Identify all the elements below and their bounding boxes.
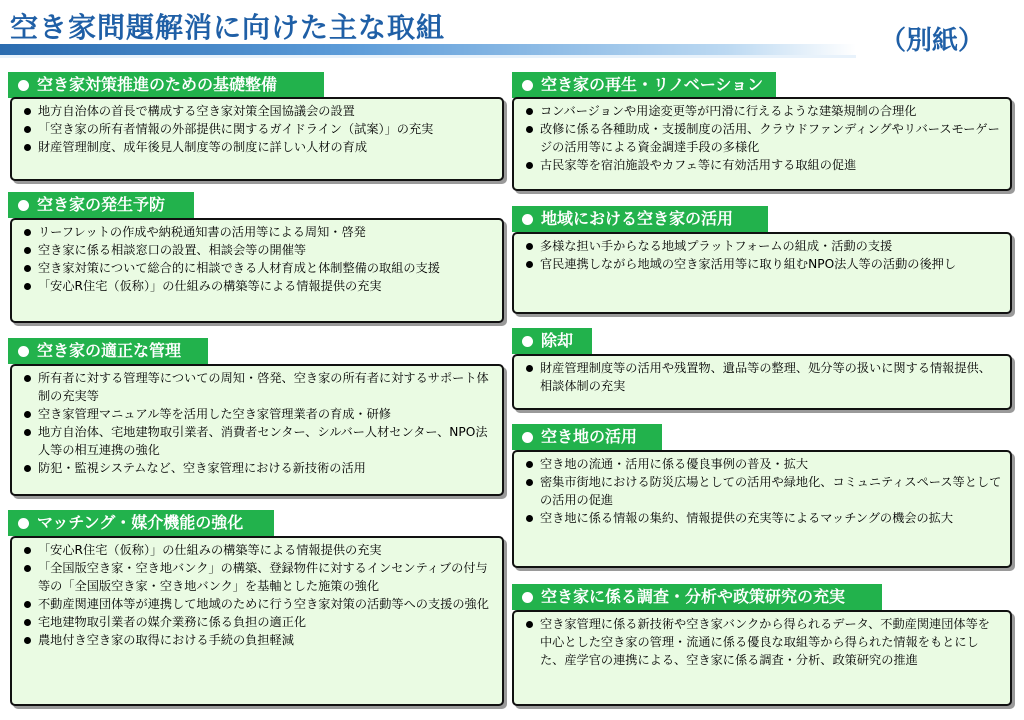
list-item: 空き地の流通・活用に係る優良事例の普及・拡大	[526, 455, 1002, 473]
section-label-text: マッチング・媒介機能の強化	[37, 513, 244, 532]
item-list	[526, 359, 1002, 395]
list-item: 古民家等を宿泊施設やカフェ等に有効活用する取組の促進	[526, 156, 1002, 174]
section-box-matching	[10, 536, 504, 706]
page-title: 空き家問題解消に向けた主な取組	[10, 11, 446, 44]
list-item: 宅地建物取引業者の媒介業務に係る負担の適正化	[24, 613, 494, 631]
section-box-akichi	[512, 450, 1012, 568]
section-label-text: 空き家の発生予防	[37, 195, 166, 214]
section-box-kiban	[10, 97, 504, 181]
list-item: 地方自治体、宅地建物取引業者、消費者センター、シルバー人材センター、NPO法人等の相互連携の強化	[24, 423, 494, 459]
section-label-text: 除却	[541, 331, 574, 350]
list-item: 「安心R住宅（仮称）」の仕組みの構築等による情報提供の充実	[24, 541, 494, 559]
title-underline-bar	[0, 44, 856, 58]
bullet-dot-icon	[522, 592, 533, 603]
section-box-kanri	[10, 364, 504, 496]
item-list	[24, 541, 494, 649]
list-item: 官民連携しながら地域の空き家活用等に取り組むNPO法人等の活動の後押し	[526, 255, 1002, 273]
list-item: 「安心R住宅（仮称）」の仕組みの構築等による情報提供の充実	[24, 277, 494, 295]
bullet-dot-icon	[18, 518, 29, 529]
list-item: 所有者に対する管理等についての周知・啓発、空き家の所有者に対するサポート体制の充実等	[24, 369, 494, 405]
section-label-akichi	[512, 424, 662, 450]
list-item: 空き家管理に係る新技術や空き家バンクから得られるデータ、不動産関連団体等を中心とした空き家の管理・流通に係る優良な取組等から得られた情報をもとにした、産学官の連携による、空き家に係る調査・分析、政策研究の推進	[526, 615, 1002, 669]
list-item: リーフレットの作成や納税通知書の活用等による周知・啓発	[24, 223, 494, 241]
section-label-text: 空き家の適正な管理	[37, 341, 182, 360]
bullet-dot-icon	[18, 200, 29, 211]
item-list	[526, 455, 1002, 527]
list-item: 不動産関連団体等が連携して地域のために行う空き家対策の活動等への支援の強化	[24, 595, 494, 613]
section-label-text: 空き家に係る調査・分析や政策研究の充実	[541, 587, 846, 606]
list-item: 農地付き空き家の取得における手続の負担軽減	[24, 631, 494, 649]
bullet-dot-icon	[18, 80, 29, 91]
item-list	[24, 223, 494, 295]
list-item: 空き地に係る情報の集約、情報提供の充実等によるマッチングの機会の拡大	[526, 509, 1002, 527]
item-list	[526, 615, 1002, 669]
section-box-saisei	[512, 97, 1012, 191]
list-item: 空き家に係る相談窓口の設置、相談会等の開催等	[24, 241, 494, 259]
section-label-text: 空き家対策推進のための基礎整備	[37, 75, 278, 94]
section-label-yobou	[8, 192, 194, 218]
item-list	[526, 237, 1002, 273]
bullet-dot-icon	[522, 80, 533, 91]
item-list	[24, 369, 494, 477]
item-list	[24, 102, 494, 156]
section-label-text: 空き家の再生・リノベーション	[541, 75, 764, 94]
section-label-kanri	[8, 338, 208, 364]
list-item: 多様な担い手からなる地域プラットフォームの組成・活動の支援	[526, 237, 1002, 255]
section-label-saisei	[512, 72, 776, 98]
list-item: 密集市街地における防災広場としての活用や緑地化、コミュニティスペース等としての活用の促進	[526, 473, 1002, 509]
list-item: 空き家管理マニュアル等を活用した空き家管理業者の育成・研修	[24, 405, 494, 423]
list-item: 地方自治体の首長で構成する空き家対策全国協議会の設置	[24, 102, 494, 120]
list-item: 空き家対策について総合的に相談できる人材育成と体制整備の取組の支援	[24, 259, 494, 277]
list-item: 財産管理制度、成年後見人制度等の制度に詳しい人材の育成	[24, 138, 494, 156]
section-box-yobou	[10, 218, 504, 323]
bullet-dot-icon	[18, 346, 29, 357]
annex-label: （別紙）	[880, 26, 985, 56]
bullet-dot-icon	[522, 432, 533, 443]
list-item: 防犯・監視システムなど、空き家管理における新技術の活用	[24, 459, 494, 477]
section-label-chousa	[512, 584, 882, 610]
list-item: 財産管理制度等の活用や残置物、遺品等の整理、処分等の扱いに関する情報提供、相談体制の充実	[526, 359, 1002, 395]
section-label-kiban	[8, 72, 324, 98]
section-label-text: 地域における空き家の活用	[541, 209, 734, 228]
section-box-chiiki	[512, 232, 1012, 314]
section-box-chousa	[512, 610, 1012, 706]
section-label-chiiki	[512, 206, 768, 232]
list-item: 改修に係る各種助成・支援制度の活用、クラウドファンディングやリバースモーゲージの活用等による資金調達手段の多様化	[526, 120, 1002, 156]
section-box-jokyaku	[512, 354, 1012, 410]
bullet-dot-icon	[522, 214, 533, 225]
item-list	[526, 102, 1002, 174]
section-label-jokyaku	[512, 328, 592, 354]
list-item: 「空き家の所有者情報の外部提供に関するガイドライン（試案）」の充実	[24, 120, 494, 138]
list-item: コンバージョンや用途変更等が円滑に行えるような建築規制の合理化	[526, 102, 1002, 120]
list-item: 「全国版空き家・空き地バンク」の構築、登録物件に対するインセンティブの付与等の「全国版空き家・空き地バンク」を基軸とした施策の強化	[24, 559, 494, 595]
bullet-dot-icon	[522, 336, 533, 347]
section-label-text: 空き地の活用	[541, 427, 638, 446]
section-label-matching	[8, 510, 274, 536]
